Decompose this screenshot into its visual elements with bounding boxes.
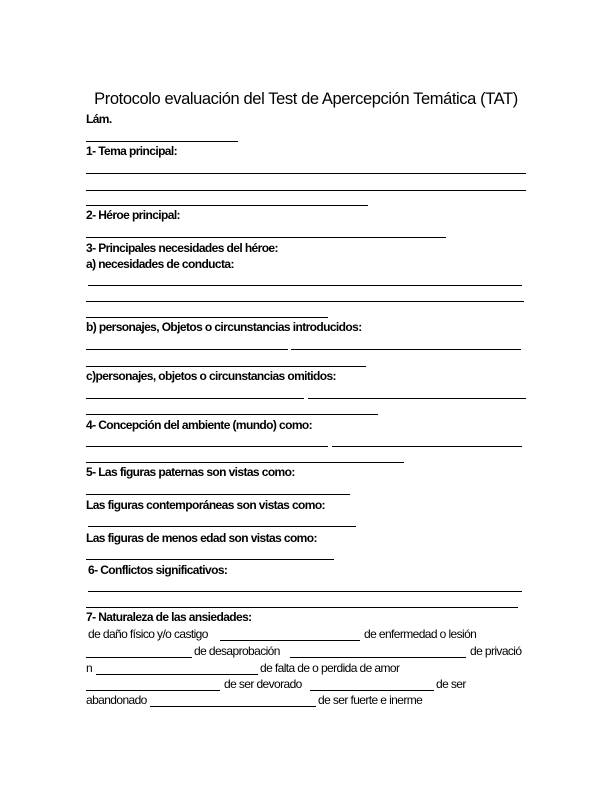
anx-fuerte-label: de ser fuerte e inerme	[318, 693, 423, 707]
q4-answer-line-2[interactable]	[332, 446, 522, 447]
anx-desaprobacion-label: de desaprobación	[194, 644, 280, 658]
anx-devorado-line[interactable]	[310, 690, 434, 691]
q3c-label: c)personajes, objetos o circunstancias omitidos:	[86, 369, 336, 383]
q3b-answer-line-1[interactable]	[86, 349, 288, 350]
anx-abandonado-label: abandonado	[86, 693, 147, 707]
q3-label: 3- Principales necesidades del héroe:	[86, 241, 278, 255]
q6-label: 6- Conflictos significativos:	[88, 563, 228, 577]
q5-answer-line[interactable]	[86, 494, 350, 495]
q1-answer-line-2[interactable]	[86, 190, 526, 191]
anx-enfermedad-line[interactable]	[86, 657, 192, 658]
anx-desaprobacion-line[interactable]	[290, 657, 466, 658]
q2-answer-line[interactable]	[86, 237, 446, 238]
q1-label: 1- Tema principal:	[86, 144, 178, 158]
q4-answer-line-3[interactable]	[86, 462, 404, 463]
q3b-label: b) personajes, Objetos o circunstancias introducidos:	[86, 320, 362, 334]
lam-label: Lám.	[86, 112, 112, 126]
anx-de-ser-label: de ser	[436, 677, 466, 691]
q3a-label: a) necesidades de conducta:	[86, 257, 234, 271]
q5b-answer-line[interactable]	[88, 526, 356, 527]
q1-answer-line-3[interactable]	[86, 205, 368, 206]
q5-label: 5- Las figuras paternas son vistas como:	[86, 465, 295, 479]
anx-falta-line[interactable]	[86, 690, 220, 691]
q2-label: 2- Héroe principal:	[86, 208, 180, 222]
q6-answer-line-2[interactable]	[86, 607, 518, 608]
q5c-answer-line[interactable]	[86, 559, 334, 560]
anx-enfermedad-label: de enfermedad o lesión	[364, 627, 477, 641]
lam-answer-line[interactable]	[86, 141, 238, 142]
q3a-answer-line-1[interactable]	[88, 285, 522, 286]
q3c-answer-line-2[interactable]	[308, 398, 526, 399]
anx-dano-label: de daño físico y/o castigo	[88, 627, 208, 641]
q3b-answer-line-3[interactable]	[86, 366, 366, 367]
q3b-answer-line-2[interactable]	[291, 349, 521, 350]
anx-abandonado-line[interactable]	[150, 706, 316, 707]
q3a-answer-line-3[interactable]	[86, 317, 328, 318]
anx-falta-label: de falta de o perdida de amor	[260, 661, 400, 675]
anx-dano-line[interactable]	[220, 640, 360, 641]
q3c-answer-line-1[interactable]	[86, 398, 304, 399]
q4-label: 4- Concepción del ambiente (mundo) como:	[86, 418, 313, 432]
anx-devorado-label: de ser devorado	[224, 677, 302, 691]
q5c-label: Las figuras de menos edad son vistas como:	[86, 531, 317, 545]
q3c-answer-line-3[interactable]	[86, 414, 378, 415]
anx-privacion-label-b: n	[86, 661, 93, 675]
q1-answer-line-1[interactable]	[86, 173, 526, 174]
anx-privacion-label-a: de privació	[470, 644, 522, 658]
page-title: Protocolo evaluación del Test de Apercepción Temática (TAT)	[94, 90, 518, 108]
q7-label: 7- Naturaleza de las ansiedades:	[86, 610, 252, 624]
q3a-answer-line-2[interactable]	[86, 301, 524, 302]
q5b-label: Las figuras contemporáneas son vistas como:	[86, 498, 325, 512]
q4-answer-line-1[interactable]	[86, 446, 328, 447]
anx-privacion-line[interactable]	[96, 674, 258, 675]
q6-answer-line-1[interactable]	[88, 591, 522, 592]
